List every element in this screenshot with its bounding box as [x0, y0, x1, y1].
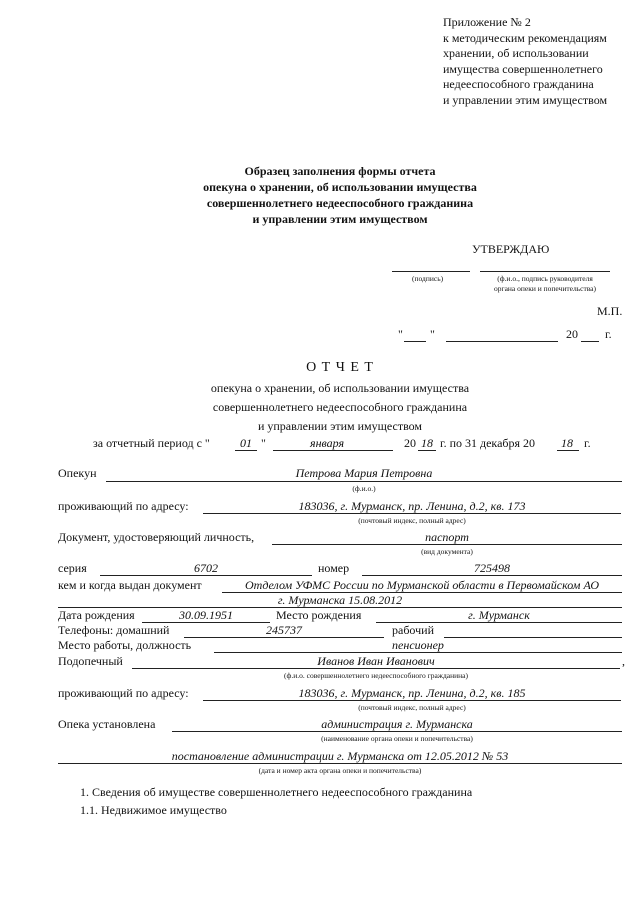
guardian-value: Петрова Мария Петровна: [295, 466, 433, 480]
number-value: 725498: [474, 561, 510, 575]
report-subtitle-line: и управлении этим имуществом: [257, 419, 423, 433]
ward-label: Подопечный: [58, 654, 123, 668]
guardian-caption: (ф.и.о.): [352, 484, 376, 493]
period-middle: г. по 31 декабря 20: [440, 436, 536, 450]
phone-home-line: [184, 637, 384, 638]
sample-title-line: и управлении этим имуществом: [252, 212, 428, 226]
ward-address-caption: (почтовый индекс, полный адрес): [358, 703, 466, 712]
report-subtitle-line: совершеннолетнего недееспособного гражданина: [212, 400, 468, 414]
address-caption: (почтовый индекс, полный адрес): [358, 516, 466, 525]
issued-label: кем и когда выдан документ: [58, 578, 202, 592]
report-heading: О Т Ч Е Т: [306, 360, 374, 375]
annex-line: Приложение № 2: [443, 15, 531, 29]
number-line: [362, 575, 622, 576]
birthdate-value: 30.09.1951: [179, 608, 233, 622]
section-1-1-title: 1.1. Недвижимое имущество: [80, 803, 227, 817]
birthplace-label: Место рождения: [276, 608, 362, 622]
annex-block: [443, 15, 607, 109]
period-year-to: 18: [561, 436, 573, 450]
custody-line: [172, 731, 622, 732]
doc-value: паспорт: [425, 530, 469, 544]
work-label: Место работы, должность: [58, 638, 192, 652]
signature-line: [392, 271, 470, 272]
phone-work-line: [444, 637, 622, 638]
custody-caption: (наименование органа опеки и попечительства): [321, 734, 473, 743]
period-day-from: 01: [240, 436, 252, 450]
doc-label: Документ, удостоверяющий личность,: [58, 530, 255, 544]
work-line: [214, 652, 622, 653]
number-label: номер: [318, 561, 350, 575]
period-month-from: января: [310, 436, 345, 450]
issued-value-2: г. Мурманска 15.08.2012: [277, 593, 403, 607]
approve-label: УТВЕРЖДАЮ: [472, 242, 550, 256]
annex-line: хранении, об использовании: [443, 46, 589, 61]
address-label: проживающий по адресу:: [58, 499, 189, 513]
period-year-from: 18: [421, 436, 433, 450]
ward-address-value: 183036, г. Мурманск, пр. Ленина, д.2, кв. 185: [298, 686, 526, 700]
annex-line: недееспособного гражданина: [443, 77, 594, 92]
section-1-title: 1. Сведения об имуществе совершеннолетнего недееспособного гражданина: [80, 785, 473, 799]
custody-label: Опека установлена: [58, 717, 156, 731]
signature-caption: (подпись): [412, 274, 444, 283]
seal-label: М.П.: [597, 304, 623, 318]
period-prefix: за отчетный период с ": [93, 436, 210, 450]
act-line: [58, 763, 622, 764]
sample-title-line: Образец заполнения формы отчета: [244, 164, 436, 178]
custody-value: администрация г. Мурманска: [321, 717, 473, 731]
approve-date-year-line: [581, 341, 599, 342]
work-value: пенсионер: [392, 638, 444, 652]
sample-title-line: совершеннолетнего недееспособного гражданина: [206, 196, 474, 210]
official-line: [480, 271, 610, 272]
act-caption: (дата и номер акта органа опеки и попечительства): [258, 766, 422, 775]
address-value: 183036, г. Мурманск, пр. Ленина, д.2, кв. 173: [298, 499, 526, 513]
period-month-line: [273, 450, 393, 451]
annex-line: и управлении этим имуществом: [443, 92, 608, 107]
guardian-label: Опекун: [58, 466, 97, 480]
address-line: [203, 513, 621, 514]
ward-caption: (ф.и.о. совершеннолетнего недееспособного гражданина): [284, 671, 468, 680]
ward-comma: ,: [622, 654, 625, 668]
approve-date-quote-close: ": [430, 327, 435, 341]
approve-date-year-prefix: 20: [566, 327, 578, 341]
approve-date-quote-open: ": [398, 327, 403, 341]
period-year-prefix: 20: [404, 436, 416, 450]
phone-home-label: Телефоны: домашний: [58, 623, 170, 637]
ward-line: [132, 668, 620, 669]
ward-value: Иванов Иван Иванович: [317, 654, 435, 668]
period-year-from-line: [418, 450, 436, 451]
series-line: [100, 575, 312, 576]
series-label: серия: [58, 561, 87, 575]
report-subtitle-line: опекуна о хранении, об использовании имущества: [210, 381, 470, 395]
approve-date-month-line: [446, 341, 558, 342]
period-day-line: [235, 450, 257, 451]
annex-line: к методическим рекомендациям: [443, 30, 607, 45]
period-quote-close: ": [261, 436, 266, 450]
birthdate-label: Дата рождения: [58, 608, 135, 622]
birthplace-value: г. Мурманск: [468, 608, 530, 622]
phone-home-value: 245737: [266, 623, 302, 637]
annex-line: имущества совершеннолетнего: [443, 61, 603, 76]
doc-caption: (вид документа): [421, 547, 473, 556]
issued-value-1: Отделом УФМС России по Мурманской области в Первомайском АО: [244, 578, 599, 592]
guardian-line: [106, 481, 622, 482]
phone-work-label: рабочий: [392, 623, 434, 637]
doc-line: [272, 544, 622, 545]
period-year-to-line: [557, 450, 579, 451]
ward-address-line: [203, 700, 621, 701]
approve-date-year-suffix: г.: [605, 327, 612, 341]
official-caption: (ф.и.о., подпись руководителя: [497, 274, 593, 283]
sample-title-line: опекуна о хранении, об использовании имущества: [203, 180, 477, 194]
ward-address-label: проживающий по адресу:: [58, 686, 189, 700]
approve-date-day-line: [404, 341, 426, 342]
act-value: постановление администрации г. Мурманска от 12.05.2012 № 53: [171, 749, 509, 763]
series-value: 6702: [194, 561, 218, 575]
official-caption: органа опеки и попечительства): [494, 284, 596, 293]
period-suffix: г.: [584, 436, 591, 450]
